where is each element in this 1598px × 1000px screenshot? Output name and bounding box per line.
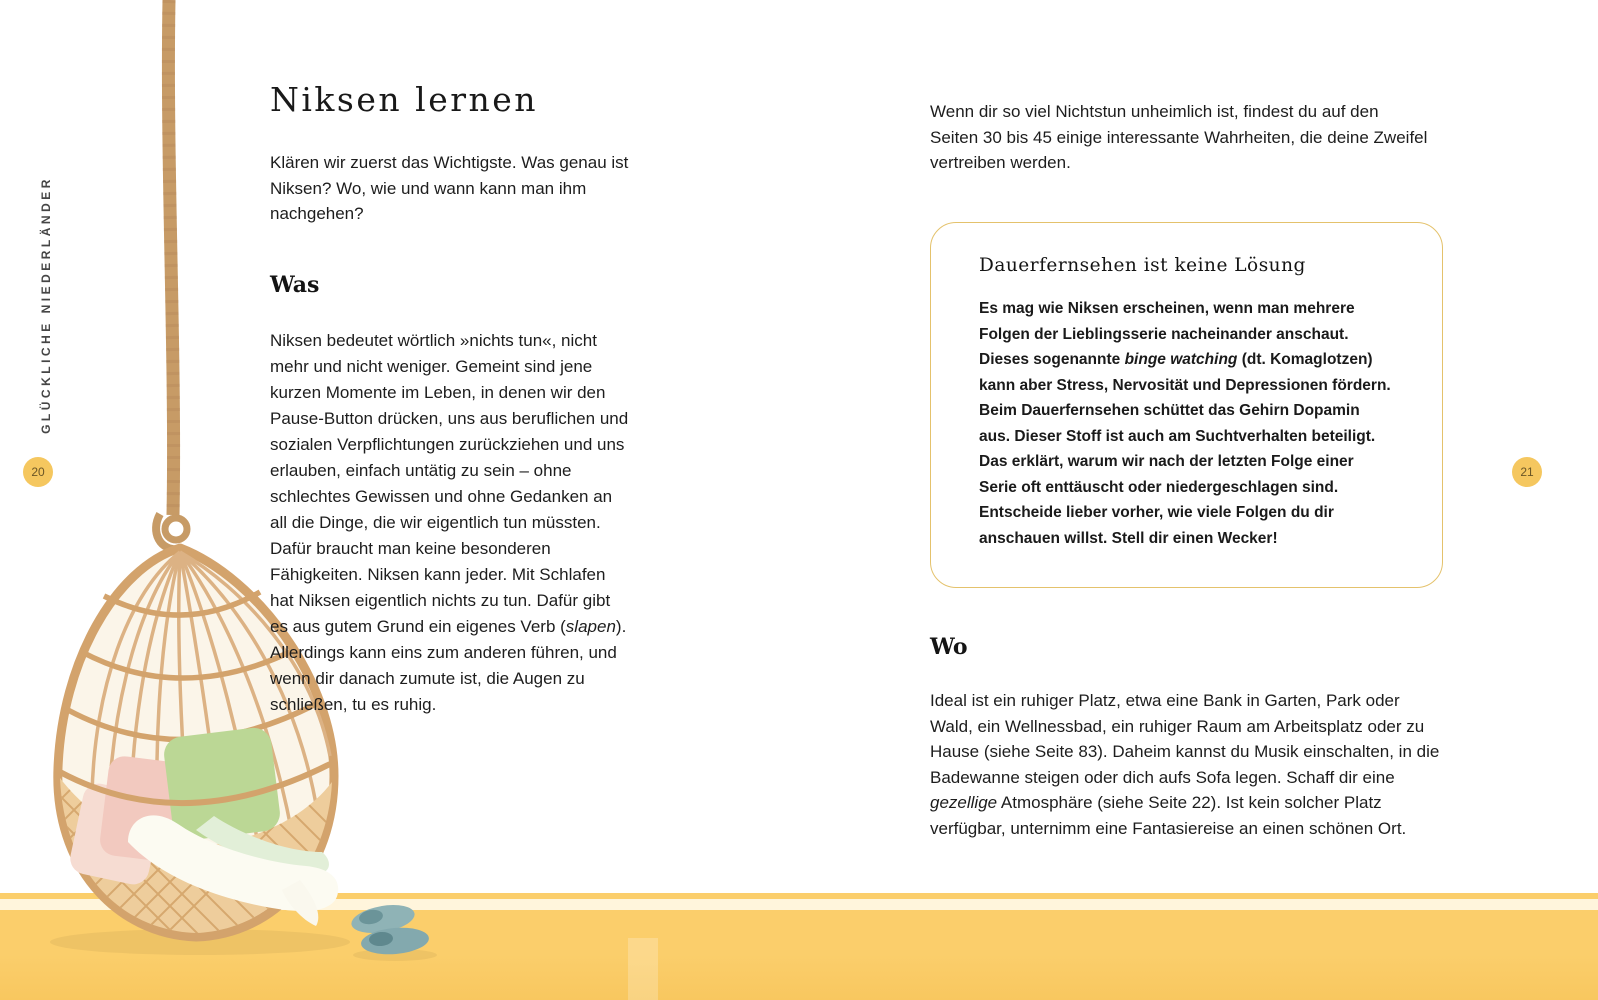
book-spine-text: GLÜCKLICHE NIEDERLÄNDER (39, 176, 53, 434)
callout-box (930, 222, 1443, 588)
right-body-paragraph: Ideal ist ein ruhiger Platz, etwa eine Bank in Garten, Park oder Wald, ein Wellnessbad, ein ruhiger Raum am Arbeitsplatz oder zu Hause (siehe Seite 83). Daheim kannst du Musik einschalten, in die Badewanne steigen oder dich aufs Sofa legen. Schaff dir eine gezellige Atmosphäre (siehe Seite 22). Ist kein solcher Platz verfügbar, unternimm eine Fantasiereise an einen schönen Ort. (930, 691, 1440, 838)
floor-light-streak (628, 938, 658, 1000)
rope (156, 0, 187, 549)
section-heading-wo: Wo (930, 634, 968, 660)
page-number-badge-right: 21 (1512, 457, 1542, 487)
callout-heading: Dauerfernsehen ist keine Lösung (979, 255, 1306, 276)
callout-body: Es mag wie Niksen erscheinen, wenn man mehrere Folgen der Lieblingsserie nacheinander anschaut. Dieses sogenannte binge watching (dt. Komaglotzen) kann aber Stress, Nervosität und Depressionen fördern. Beim Dauerfernsehen schüttet das Gehirn Dopamin aus. Dieser Stoff ist auch am Suchtverhalten beteiligt. Das erklärt, warum wir nach der letzten Folge einer Serie oft enttäuscht oder niedergeschlagen sind. Entscheide lieber vorher, wie viele Folgen du dir anschauen willst. Stell dir einen Wecker! (979, 300, 1391, 547)
slippers (349, 901, 430, 957)
page-title: Niksen lernen (270, 80, 539, 119)
page-number-badge-left: 20 (23, 457, 53, 487)
left-intro-paragraph: Klären wir zuerst das Wichtigste. Was genau ist Niksen? Wo, wie und wann kann man ihm nachgehen? (270, 153, 629, 223)
left-body-paragraph: Niksen bedeutet wörtlich »nichts tun«, nicht mehr und nicht weniger. Gemeint sind jene kurzen Momente im Leben, in denen wir den Pause-Button drücken, uns aus beruflichen und sozialen Verpflichtungen zurückziehen und uns erlauben, einfach untätig zu sein – ohne schlechtes Gewissen und ohne Gedanken an all die Dinge, die wir eigentlich tun müssten. Dafür braucht man keine besonderen Fähigkeiten. Niksen kann jeder. Mit Schlafen hat Niksen eigentlich nichts zu tun. Dafür gibt es aus gutem Grund ein eigenes Verb (slapen). Allerdings kann eins zum anderen führen, und wenn dir danach zumute ist, die Augen zu schließen, tu es ruhig. (270, 331, 629, 714)
section-heading-was: Was (270, 272, 320, 298)
right-intro-paragraph: Wenn dir so viel Nichtstun unheimlich ist, findest du auf den Seiten 30 bis 45 einige interessante Wahrheiten, die deine Zweifel vertreiben werden. (930, 102, 1428, 172)
